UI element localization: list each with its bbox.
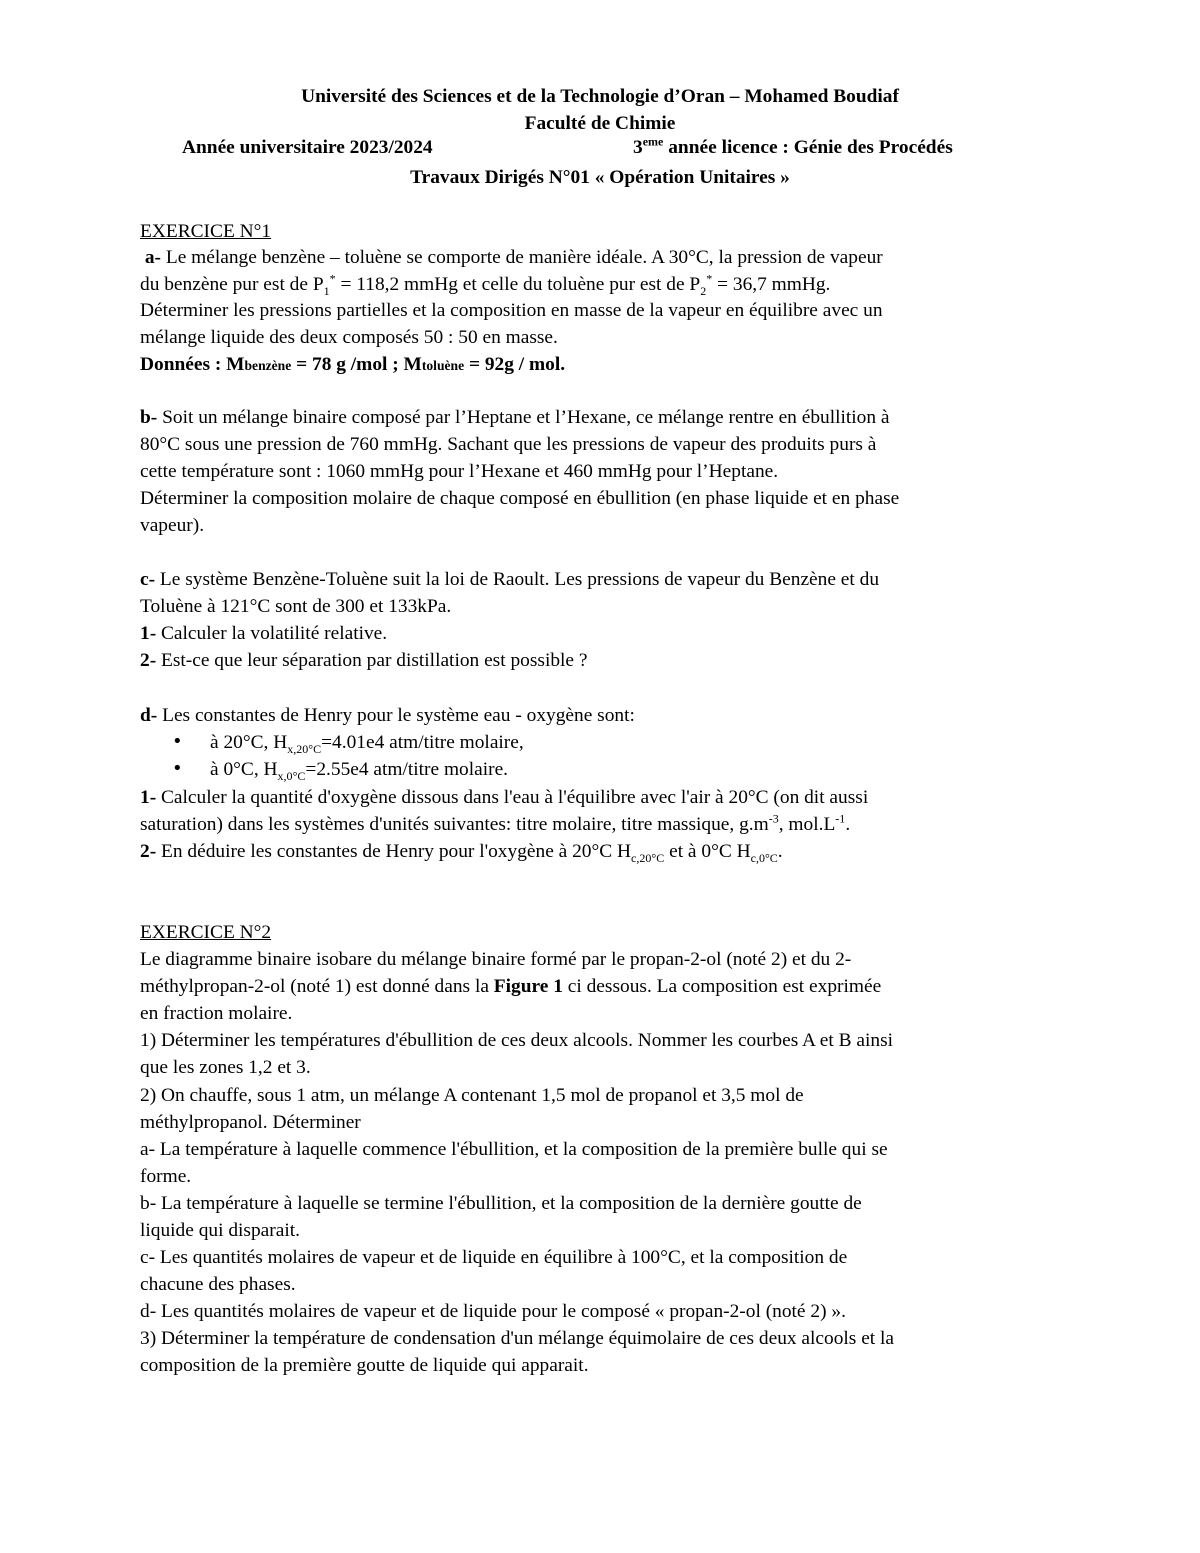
ex1-b-line5: vapeur). [140,515,205,536]
ex2-q3-line1: 3) Déterminer la température de condensation d'un mélange équimolaire de ces deux alcools et la [140,1328,895,1349]
ex2-q2-line2: méthylpropanol. Déterminer [140,1112,361,1133]
ex2-q1-line1: 1) Déterminer les températures d'ébullition de ces deux alcools. Nommer les courbes A et B ainsi [140,1030,894,1051]
ex1-c-line2: Toluène à 121°C sont de 300 et 133kPa. [140,596,452,617]
ex1-d-question1-line1: 1- Calculer la quantité d'oxygène dissous dans l'eau à l'équilibre avec l'air à 20°C (on dit aussi [140,787,869,808]
ex2-intro-line3: en fraction molaire. [140,1003,293,1024]
ex1-d-question1-line2: saturation) dans les systèmes d'unités suivantes: titre molaire, titre massique, $g.m^{-3}$, $mol.L^{-1}$. [140,811,851,835]
exercise-1-heading: EXERCICE N°1 [140,221,272,242]
academic-year: Année universitaire 2023/2024 [182,137,433,158]
ex1-d-question2: 2- En déduire les constantes de Henry pour l'oxygène à 20°C $H_{c,20^\circ C}$ et à 0°C $H_{c,0^\circ C}$. [140,841,783,865]
ex2-qa-line2: forme. [140,1166,192,1187]
ex1-d-line1: d- Les constantes de Henry pour le système eau - oxygène sont: [140,705,635,726]
ex2-intro-line2: méthylpropan-2-ol (noté 1) est donné dans la Figure 1 ci dessous. La composition est exprimée [140,976,882,997]
ex1-b-line2: 80°C sous une pression de 760 mmHg. Sachant que les pressions de vapeur des produits purs à [140,434,877,455]
ex2-qb-line1: b- La température à laquelle se termine l'ébullition, et la composition de la dernière goutte de [140,1193,862,1214]
ex1-a-line2: du benzène pur est de $P_1^* = 118,2$ mmHg et celle du toluène pur est de $P_2^* = 36,7$ mmHg. [140,271,831,298]
ex1-a-line1: a- Le mélange benzène – toluène se comporte de manière idéale. A 30°C, la pression de vapeur [144,247,883,268]
ex1-b-line4: Déterminer la composition molaire de chaque composé en ébullition (en phase liquide et en phase [140,488,900,509]
bullet-icon: • [172,731,183,752]
ex2-qb-line2: liquide qui disparait. [140,1220,300,1241]
ex2-qc-line1: c- Les quantités molaires de vapeur et de liquide en équilibre à 100°C, et la composition de [140,1247,848,1268]
ex2-q2-line1: 2) On chauffe, sous 1 atm, un mélange A contenant 1,5 mol de propanol et 3,5 mol de [140,1085,804,1106]
ex1-c-question1: 1- Calculer la volatilité relative. [140,623,388,644]
ex1-b-line3: cette température sont : 1060 mmHg pour l’Hexane et 460 mmHg pour l’Heptane. [140,461,779,482]
worksheet-title: Travaux Dirigés N°01 « Opération Unitaires » [410,167,790,188]
ex1-a-data: Données : Mbenzène = 78 g /mol ; Mtoluène = 92g / mol. [140,354,566,375]
ex1-d-bullet1: à 20°C, $H_{x,20^\circ C}=4.01e4$ atm/titre molaire, [210,732,524,756]
ex2-q3-line2: composition de la première goutte de liquide qui apparait. [140,1355,589,1376]
ex1-d-bullet2: à 0°C, $H_{x,0^\circ C}=2.55e4$ atm/titre molaire. [210,759,509,783]
ex1-a-line4: mélange liquide des deux composés 50 : 50 en masse. [140,327,558,348]
ex1-c-line1: c- Le système Benzène-Toluène suit la loi de Raoult. Les pressions de vapeur du Benzène et du [140,569,880,590]
ex1-a-line3: Déterminer les pressions partielles et la composition en masse de la vapeur en équilibre avec un [140,300,883,321]
ex1-b-line1: b- Soit un mélange binaire composé par l’Heptane et l’Hexane, ce mélange rentre en ébullition à [140,407,890,428]
ex2-qc-line2: chacune des phases. [140,1274,296,1295]
study-level: 3eme année licence : Génie des Procédés [633,134,953,158]
bullet-icon: • [172,758,183,779]
ex2-qd: d- Les quantités molaires de vapeur et de liquide pour le composé « propan-2-ol (noté 2) ». [140,1301,846,1322]
exercise-2-heading: EXERCICE N°2 [140,922,272,943]
university-name: Université des Sciences et de la Technologie d’Oran – Mohamed Boudiaf [301,86,899,107]
faculty-name: Faculté de Chimie [524,113,676,134]
ex2-q1-line2: que les zones 1,2 et 3. [140,1057,311,1078]
ex2-intro-line1: Le diagramme binaire isobare du mélange binaire formé par le propan-2-ol (noté 2) et du 2- [140,949,852,970]
ex1-c-question2: 2- Est-ce que leur séparation par distillation est possible ? [140,650,588,671]
ex2-qa-line1: a- La température à laquelle commence l'ébullition, et la composition de la première bulle qui se [140,1139,888,1160]
